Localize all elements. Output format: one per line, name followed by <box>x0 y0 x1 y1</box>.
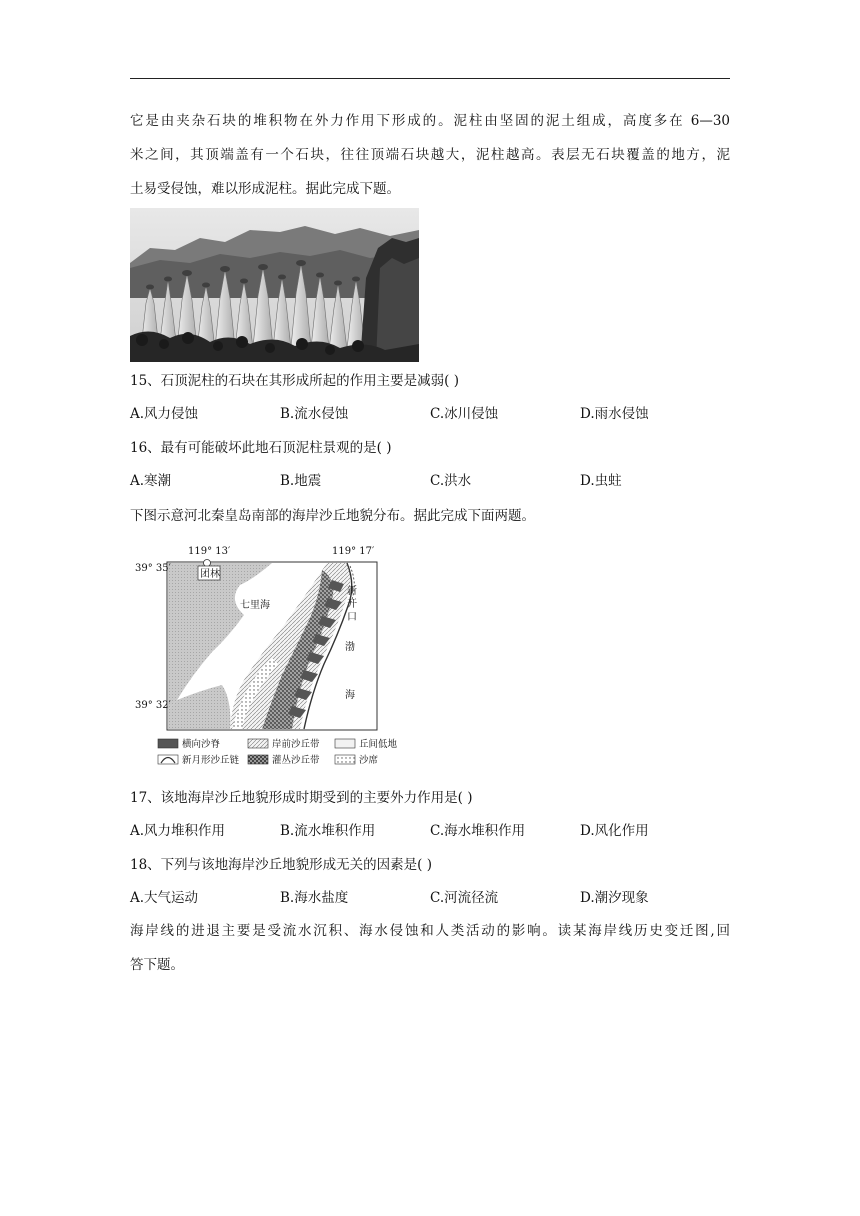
earth-pillar-photo <box>130 208 419 362</box>
question-18-option-d: D.潮汐现象 <box>580 890 649 906</box>
map-place-xinkaikou-1: 新 <box>347 586 357 597</box>
legend-label-shrub-dune: 灌丛沙丘带 <box>272 755 320 766</box>
map-intro-text: 下图示意河北秦皇岛南部的海岸沙丘地貌分布。据此完成下面两题。 <box>130 508 535 524</box>
map-lat-top: 39° 35′ <box>135 563 171 574</box>
question-18-option-c: C.河流径流 <box>430 890 499 906</box>
coastline-intro-line-1: 海岸线的进退主要是受流水沉积、海水侵蚀和人类活动的影响。读某海岸线历史变迁图,回 <box>130 923 730 939</box>
map-place-xinkaikou-3: 口 <box>347 612 357 623</box>
question-15-option-d: D.雨水侵蚀 <box>580 406 649 422</box>
map-place-tuanlin: 团林 <box>200 569 220 580</box>
coastline-intro-line-2: 答下题。 <box>130 957 184 973</box>
question-16-option-d: D.虫蛀 <box>580 473 622 489</box>
map-lat-bottom: 39° 32′ <box>135 700 171 711</box>
question-17-option-a: A.风力堆积作用 <box>130 823 226 839</box>
question-16-option-a: A.寒潮 <box>130 473 172 489</box>
legend-label-transverse-ridge: 横向沙脊 <box>182 739 221 750</box>
map-lon-left: 119° 13′ <box>188 546 231 557</box>
legend-swatch-shrub-dune <box>248 755 268 764</box>
question-16-stem: 16、最有可能破坏此地石顶泥柱景观的是( ) <box>130 440 392 456</box>
question-16-option-c: C.洪水 <box>430 473 472 489</box>
question-15-option-b: B.流水侵蚀 <box>280 406 349 422</box>
legend-label-interdune: 丘间低地 <box>359 739 398 750</box>
legend-label-foreshore-dune: 岸前沙丘带 <box>272 739 320 750</box>
map-lon-right: 119° 17′ <box>332 546 375 557</box>
question-18-option-b: B.海水盐度 <box>280 890 349 906</box>
legend-swatch-sand-sheet <box>335 755 355 764</box>
legend-swatch-interdune <box>335 739 355 748</box>
map-place-xinkaikou-2: 开 <box>347 599 357 610</box>
legend-label-sand-sheet: 沙席 <box>359 755 379 766</box>
legend-label-barchan-chain: 新月形沙丘链 <box>182 755 240 766</box>
question-18-option-a: A.大气运动 <box>130 890 199 906</box>
map-place-bohai-2: 海 <box>345 690 355 701</box>
intro-paragraph-line-3: 土易受侵蚀，难以形成泥柱。据此完成下题。 <box>130 181 400 197</box>
question-18-stem: 18、下列与该地海岸沙丘地貌形成无关的因素是( ) <box>130 857 433 873</box>
intro-paragraph-line-1: 它是由夹杂石块的堆积物在外力作用下形成的。泥柱由坚固的泥土组成，高度多在 6—30 <box>130 113 730 129</box>
question-15-option-c: C.冰川侵蚀 <box>430 406 499 422</box>
question-17-option-d: D.风化作用 <box>580 823 649 839</box>
header-rule <box>130 78 730 79</box>
map-place-bohai-1: 渤 <box>345 642 355 653</box>
question-15-stem: 15、石顶泥柱的石块在其形成所起的作用主要是减弱( ) <box>130 373 460 389</box>
question-16-option-b: B.地震 <box>280 473 322 489</box>
legend-swatch-transverse-ridge <box>158 739 178 748</box>
coastal-dune-map <box>132 540 412 775</box>
question-17-stem: 17、该地海岸沙丘地貌形成时期受到的主要外力作用是( ) <box>130 790 473 806</box>
legend-swatch-foreshore-dune <box>248 739 268 748</box>
question-17-option-c: C.海水堆积作用 <box>430 823 526 839</box>
question-15-option-a: A.风力侵蚀 <box>130 406 199 422</box>
intro-paragraph-line-2: 米之间，其顶端盖有一个石块，往往顶端石块越大，泥柱越高。表层无石块覆盖的地方，泥 <box>130 147 730 163</box>
question-17-option-b: B.流水堆积作用 <box>280 823 376 839</box>
map-place-qilihai: 七里海 <box>240 600 270 611</box>
